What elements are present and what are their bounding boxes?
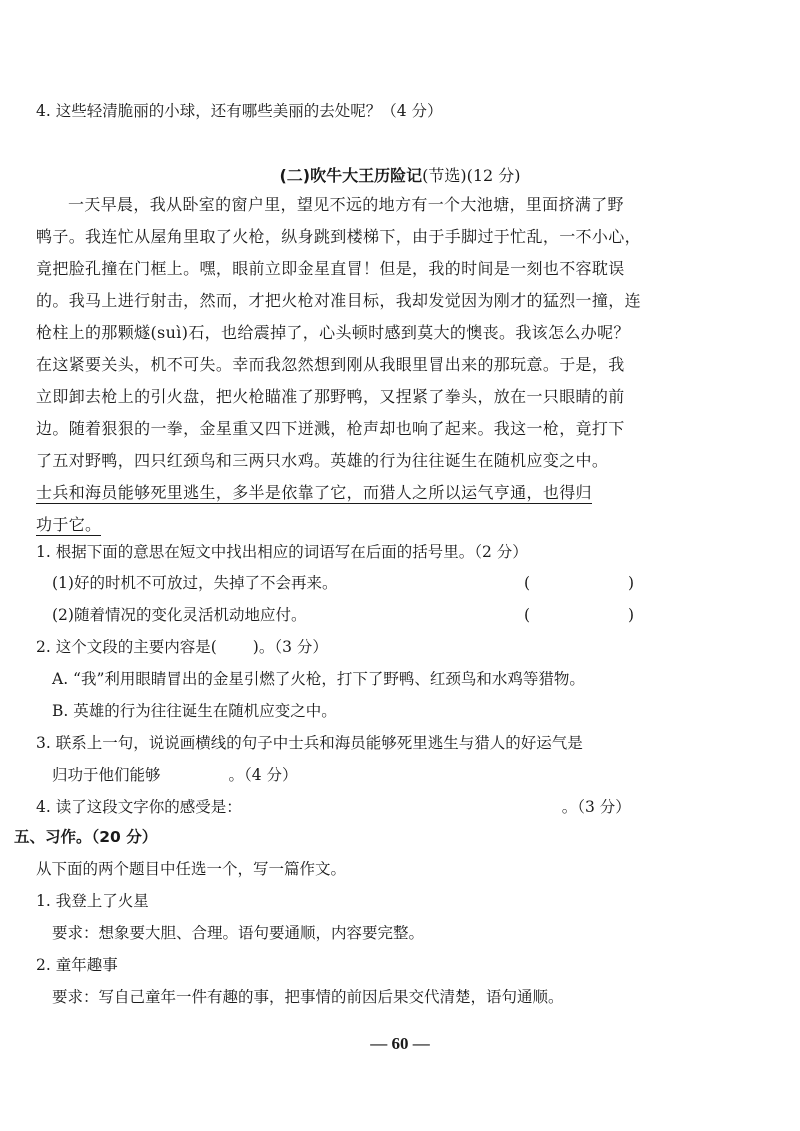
question-4-stem: 4. 读了这段文字你的感受是： xyxy=(36,798,242,816)
passage-underlined-line xyxy=(36,514,101,536)
question-4 xyxy=(36,796,631,818)
passage-line: 边。随着狠狠的一拳，金星重又四下迸溅，枪声却也响了起来。我这一枪，竟打下 xyxy=(36,419,625,438)
question-2 xyxy=(36,636,328,658)
passage-line: 枪柱上的那颗燧(suì)石，也给震掉了，心头顿时感到莫大的懊丧。我该怎么办呢？ xyxy=(36,323,630,342)
section-title-sub: (节选)(12 分) xyxy=(422,166,521,185)
question-3-stem: 归功于他们能够 xyxy=(52,766,161,784)
writing-section-header: 五、习作。（20 分） xyxy=(14,828,158,846)
writing-topic-2: 2. 童年趣事 xyxy=(36,956,118,974)
section-title xyxy=(0,163,800,186)
passage-line: 鸭子。我连忙从屋角里取了火枪，纵身跳到楼梯下，由于手脚过于忙乱，一不小心， xyxy=(36,227,641,246)
section-title-main: (二)吹牛大王历险记 xyxy=(279,166,423,185)
underlined-text: 功于它。 xyxy=(36,515,102,534)
writing-topic-1: 1. 我登上了火星 xyxy=(36,892,149,910)
writing-intro: 从下面的两个题目中任选一个，写一篇作文。 xyxy=(36,860,347,878)
question-4-points: 。（3 分） xyxy=(561,798,631,816)
passage-underlined-line xyxy=(36,482,592,504)
passage-line: 竟把脸孔撞在门框上。嘿，眼前立即金星直冒！但是，我的时间是一刻也不容耽误 xyxy=(36,259,625,278)
answer-paren-open: ( xyxy=(524,574,531,592)
writing-requirement-1: 要求：想象要大胆、合理。语句要通顺，内容要完整。 xyxy=(52,924,425,942)
question-1-item-2: (2)随着情况的变化灵活机动地应付。 xyxy=(52,606,307,624)
passage-line: 了五对野鸭，四只红颈鸟和三两只水鸡。英雄的行为往往诞生在随机应变之中。 xyxy=(36,451,609,470)
question-3-line-1: 3. 联系上一句，说说画横线的句子中士兵和海员能够死里逃生与猎人的好运气是 xyxy=(36,734,583,752)
question-1: 1. 根据下面的意思在短文中找出相应的词语写在后面的括号里。（2 分） xyxy=(36,543,528,561)
question-3-line-2 xyxy=(52,764,298,786)
underlined-text: 士兵和海员能够死里逃生，多半是依靠了它，而猎人之所以运气亨通，也得归 xyxy=(36,483,592,502)
passage-line: 一天早晨，我从卧室的窗户里，望见不远的地方有一个大池塘，里面挤满了野 xyxy=(68,195,624,214)
writing-requirement-2: 要求：写自己童年一件有趣的事，把事情的前因后果交代清楚，语句通顺。 xyxy=(52,988,564,1006)
answer-paren-close: ) xyxy=(628,606,635,624)
answer-paren-close: ) xyxy=(628,574,635,592)
question-1-item-1: (1)好的时机不可放过，失掉了不会再来。 xyxy=(52,574,338,592)
passage-line: 立即卸去枪上的引火盘，把火枪瞄准了那野鸭，又捏紧了拳头，放在一只眼睛的前 xyxy=(36,387,625,406)
passage-line: 在这紧要关头，机不可失。幸而我忽然想到刚从我眼里冒出来的那玩意。于是，我 xyxy=(36,355,625,374)
question-3-points: 。（4 分） xyxy=(228,766,298,784)
option-b: B. 英雄的行为往往诞生在随机应变之中。 xyxy=(52,702,337,720)
answer-paren-open: ( xyxy=(524,606,531,624)
question-2-points: )。（3 分） xyxy=(252,638,328,656)
passage-line: 的。我马上进行射击，然而，才把火枪对准目标，我却发觉因为刚才的猛烈一撞，连 xyxy=(36,291,641,310)
question-4-top: 4. 这些轻清脆丽的小球，还有哪些美丽的去处呢？（4 分） xyxy=(36,102,443,120)
option-a: A. “我”利用眼睛冒出的金星引燃了火枪，打下了野鸭、红颈鸟和水鸡等猎物。 xyxy=(52,670,585,688)
question-2-stem: 2. 这个文段的主要内容是( xyxy=(36,638,217,656)
page-number: — 60 — xyxy=(370,1034,430,1053)
